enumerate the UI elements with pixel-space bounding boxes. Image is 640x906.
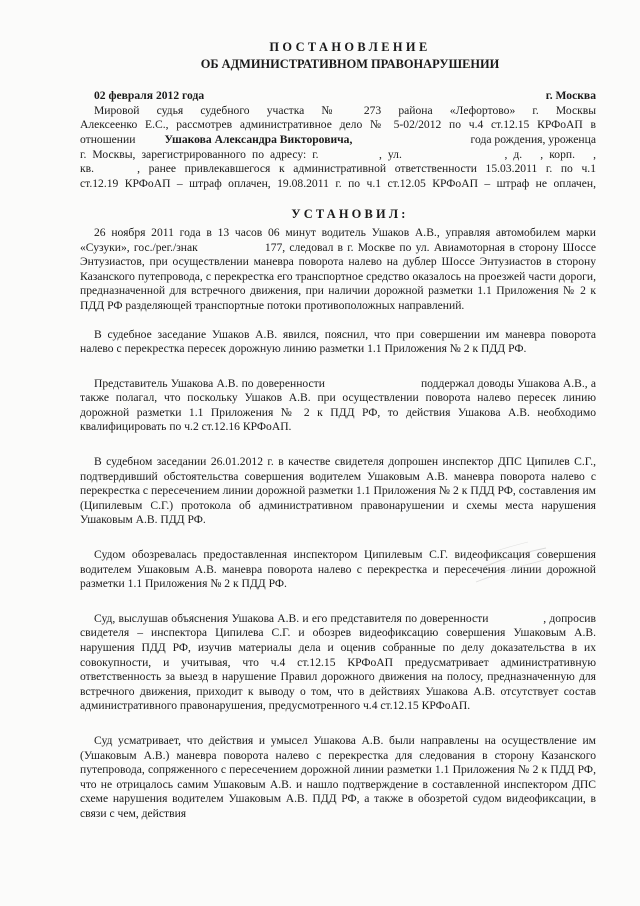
section-heading: УСТАНОВИЛ: xyxy=(291,207,409,222)
paragraph-5: Судом обозревалась предоставленная инспектором Ципилевым С.Г. видеофиксация совершения водителем Ушаковым А.В. маневра поворота налево с перекрестка и пересечения линии дорожной разметки 1.1 Приложения № 2 к ПДД РФ. xyxy=(80,548,596,591)
document-title: ПОСТАНОВЛЕНИЕ xyxy=(269,40,431,54)
paragraph-4: В судебном заседании 26.01.2012 г. в качестве свидетеля допрошен инспектор ДПС Ципилев С.Г., подтвердивший обстоятельства совершения водителем Ушаковым А.В. маневра поворота налево с перекрестка с пересечением линии дорожной разметки 1.1 Приложения № 2 к ПДД РФ, составления им (Ципилевым С.Г.) протокола об административном правонарушении и схемы места нарушения Ушаковым А.В. ПДД РФ. xyxy=(80,455,596,527)
intro-line-2: Алексеенко Е.С., рассмотрев административное дело № 5-02/2012 по ч.4 ст.12.15 КРФоАП в xyxy=(80,118,596,132)
date-line xyxy=(80,89,596,104)
intro-line-3-prefix: отношении xyxy=(80,132,136,146)
document-city: г. Москва xyxy=(545,89,596,103)
intro-line-5: кв. , ранее привлекавшегося к административной ответственности 15.03.2011 г. по ч.1 xyxy=(80,162,596,176)
intro-line-3-suffix: года рождения, уроженца xyxy=(470,132,596,146)
faint-stamp-mark xyxy=(468,534,550,588)
document-subtitle: ОБ АДМИНИСТРАТИВНОМ ПРАВОНАРУШЕНИИ xyxy=(200,56,500,71)
intro-line-3 xyxy=(80,133,596,148)
defendant-name: Ушакова Александра Викторовича, xyxy=(164,132,353,146)
paragraph-2: В судебное заседание Ушаков А.В. явился, пояснил, что при совершении им маневра поворота налево с перекрестка пересек дорожную линию разметки 1.1 Приложения № 2 к ПДД РФ. xyxy=(80,327,596,356)
paragraph-6: Суд, выслушав объяснения Ушакова А.В. и его представителя по доверенности , допросив свидетеля – инспектора Ципилева С.Г. и обозрев видеофиксацию совершения Ушаковым А.В. нарушения ПДД РФ, изучив материалы дела и оценив собранные по делу доказательства в их совокупности, и учитывая, что ч.4 ст.12.15 КРФоАП предусматривает административную ответственность за выезд в нарушение Правил дорожного движения на полосу, предназначенную для встречного движения, приходит к выводу о том, что в действиях Ушакова А.В. отсутствует состав административного правонарушения, предусмотренного ч.4 ст.12.15 КРФоАП. xyxy=(80,611,599,713)
document-date: 02 февраля 2012 года xyxy=(94,89,205,103)
paragraph-7: Суд усматривает, что действия и умысел Ушакова А.В. были направлены на осуществление им (Ушаковым А.В.) маневра поворота налево с перекрестка для следования в сторону Казанского путепровода, сопряженного с пересечением дорожной линии разметки 1.1 Приложения № 2 к ПДД РФ, что не отрицалось самим Ушаковым А.В. и нашло подтверждение в составленной инспектором ДПС схеме нарушения водителем Ушаковым А.В. ПДД РФ, а также в обозретой судом видеофиксации, в связи с чем, действия xyxy=(80,733,596,820)
intro-line-4: г. Москвы, зарегистрированного по адресу: г. , ул. , д. , корп. , xyxy=(80,147,596,161)
intro-line-1: Мировой судья судебного участка № 273 района «Лефортово» г. Москвы xyxy=(94,103,596,117)
paragraph-3: Представитель Ушакова А.В. по доверенности поддержал доводы Ушакова А.В., а также полагал, что поскольку Ушаков А.В. при осуществлении поворота налево пересек линию дорожной разметки 1.1 Приложения № 2 к ПДД РФ, то действия Ушакова А.В. необходимо квалифицировать по ч.2 ст.12.16 КРФоАП. xyxy=(80,376,599,434)
intro-line-6: ст.12.19 КРФоАП – штраф оплачен, 19.08.2011 г. по ч.1 ст.12.05 КРФоАП – штраф не оплачен, xyxy=(80,176,596,190)
paragraph-1: 26 ноября 2011 года в 13 часов 06 минут водитель Ушаков А.В., управляя автомобилем марки «Сузуки», гос./рег./знак 177, следовал в г. Москве по ул. Авиамоторная в сторону Шоссе Энтузиастов, при осуществлении маневра поворота налево на дублер Шоссе Энтузиастов в сторону Казанского путепровода, с перекрестка его транспортное средство оказалось на проезжей части дороги, предназначенной для встречного движения, при наличии дорожной разметки 1.1 Приложения № 2 к ПДД РФ разделяющей транспортные потоки противоположных направлений. xyxy=(80,225,599,312)
